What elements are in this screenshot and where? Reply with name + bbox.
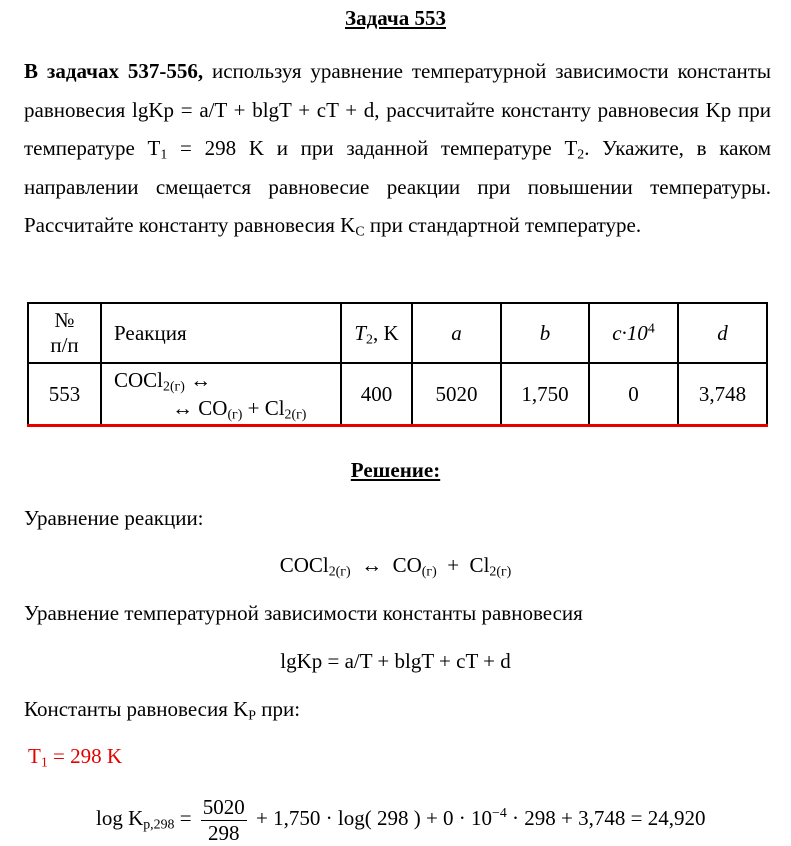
table-row: [28, 363, 767, 425]
reaction-label: Уравнение реакции:: [24, 506, 204, 530]
problem-range: В задачах 537-556,: [24, 59, 204, 83]
header-reaction: Реакция: [101, 303, 341, 363]
red-underline: [27, 424, 768, 427]
solution-heading: Решение:: [350, 458, 441, 482]
cell-b: 1,750: [501, 363, 589, 425]
reaction-equation: COCl$_{2(г)}$ ↔ $CO_{(г)} + Cl_{2(г)}$: [279, 553, 512, 579]
cell-c: 0: [589, 363, 678, 425]
cell-number: 553: [28, 363, 101, 425]
temperature-dependence-equation: lgKp = a/T + blgT + cT + d: [280, 649, 511, 673]
header-b: b: [501, 303, 589, 363]
header-t2: $T_2$, K: [341, 303, 412, 363]
temperature-dependence-label: Уравнение температурной зависимости константы равновесия: [24, 601, 583, 625]
header-number: № п/п: [28, 303, 101, 363]
problem-statement: В задачах 537-556, используя уравнение температурной зависимости константы равновесия lgKp = a/T + blgT + cT + d, рассчитайте константу равновесия Kp при температуре $T_1 = 298$ K и при заданной температуре $T_2$. Укажите, в каком направлении смещается равновесие реакции при повышении температуры. Рассчитайте константу равновесия $K_C$ при стандартной температуре.: [24, 59, 771, 239]
cell-t2: 400: [341, 363, 412, 425]
data-table: [27, 302, 768, 426]
cell-a: 5020: [412, 363, 501, 425]
problem-title: Задача 553: [345, 6, 446, 30]
kp-label: Константы равновесия $K_P$ при:: [24, 697, 301, 723]
table-header-row: [28, 303, 767, 363]
formula-fraction: $\frac{5020}{298}$: [202, 795, 245, 845]
t1-label: $T_1 = 298$ K: [28, 744, 123, 770]
cell-d: 3,748: [678, 363, 767, 425]
header-a: a: [412, 303, 501, 363]
kp-formula: $\log K_{p,298}$ = $\frac{5020}{298}$ + 1,750 · log( 298 ) + $0 \cdot 10^{-4} \cdot 298 + 3,748 = 24,920$: [96, 795, 706, 845]
header-d: d: [678, 303, 767, 363]
cell-reaction: COCl$_{2(г)}$ ↔ ↔ $CO_{(г)} + Cl_{2(г)}$: [101, 363, 341, 425]
header-c: $c\cdot 10^4$: [589, 303, 678, 363]
